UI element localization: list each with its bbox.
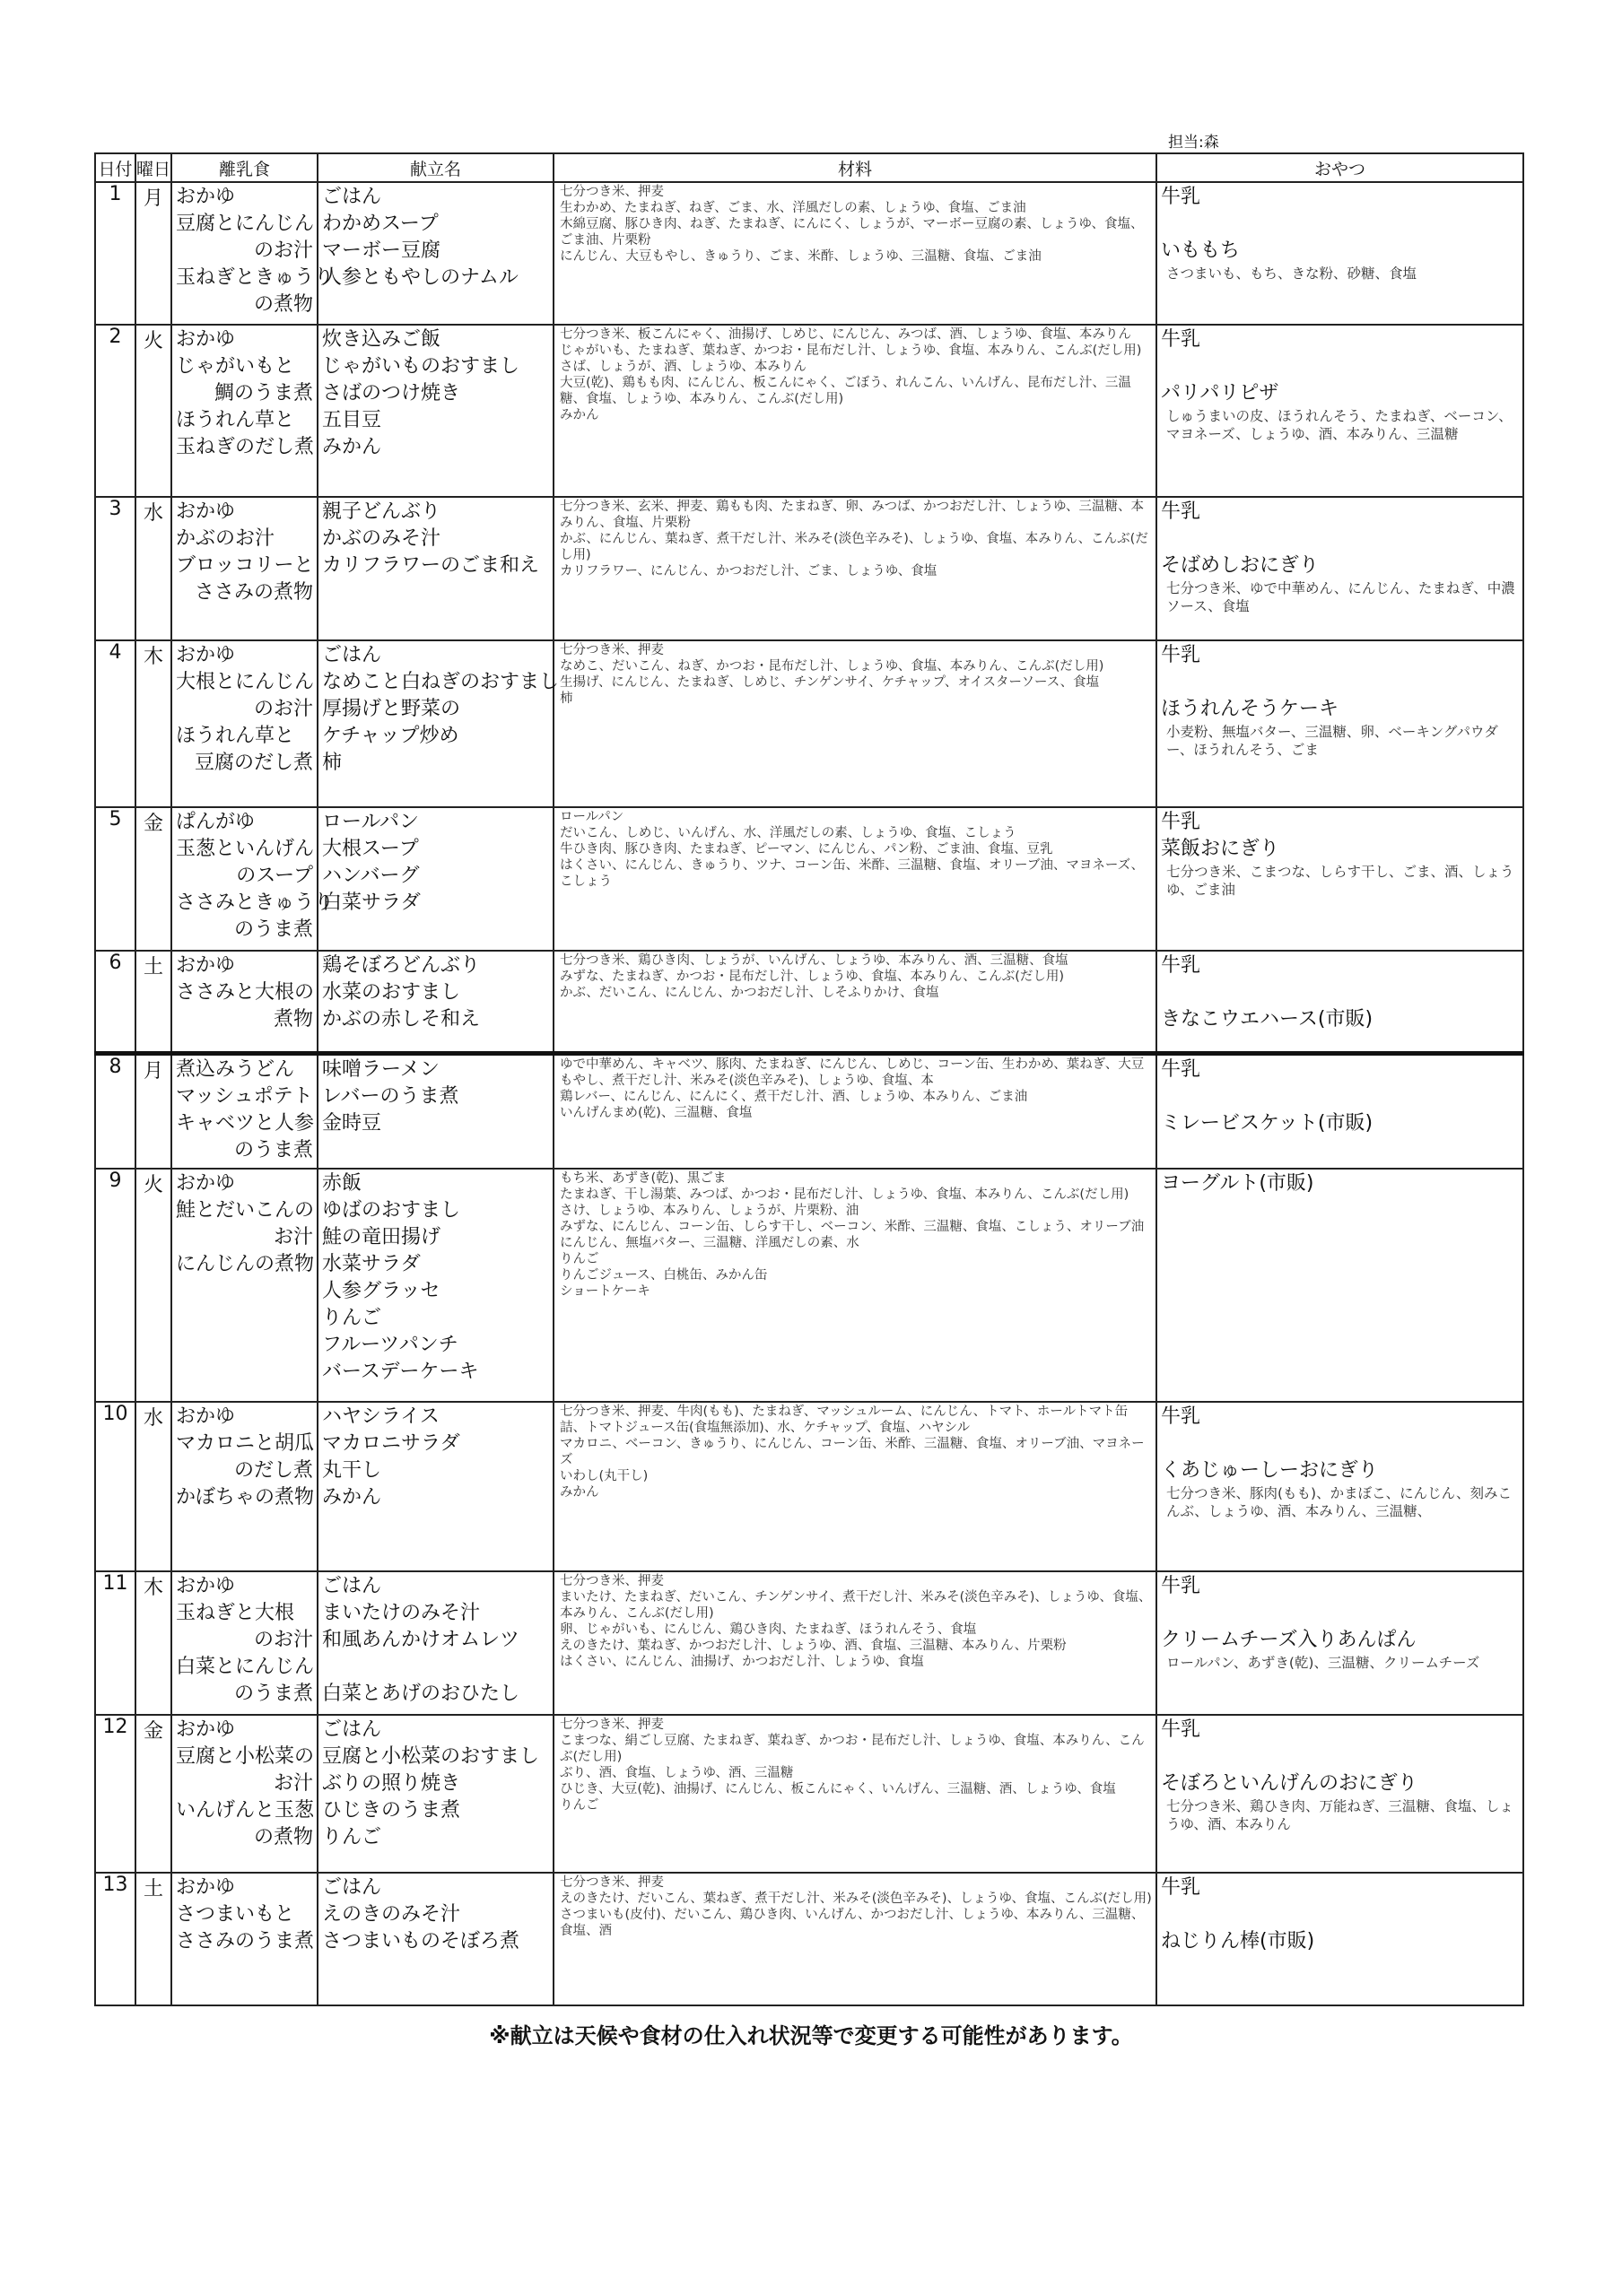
day-row bbox=[95, 1715, 1523, 1873]
rinyu-item: 豆腐と小松菜の bbox=[176, 1745, 315, 1768]
rinyu-item: おかゆ bbox=[176, 1718, 236, 1741]
kondate-item: マーボー豆腐 bbox=[322, 239, 441, 262]
oyatsu-ingredients: ロールパン、あずき(乾)、三温糖、クリームチーズ bbox=[1166, 1655, 1480, 1671]
zairyo-item: もち米、あずき(乾)、黒ごま bbox=[560, 1171, 727, 1186]
day-row bbox=[95, 1873, 1523, 2005]
oyatsu-cell bbox=[1156, 1402, 1523, 1571]
kondate-item: フルーツパンチ bbox=[322, 1334, 458, 1356]
oyatsu-ingredients: さつまいも、もち、きな粉、砂糖、食塩 bbox=[1166, 265, 1417, 282]
oyatsu-item: 牛乳 bbox=[1161, 1718, 1201, 1741]
oyatsu-cell bbox=[1156, 497, 1523, 640]
spacer bbox=[1161, 211, 1519, 238]
oyatsu-item: 牛乳 bbox=[1161, 1405, 1201, 1428]
rinyu-item: 大根とにんじん bbox=[176, 671, 315, 693]
date-cell: 3 bbox=[95, 497, 135, 640]
oyatsu-cell bbox=[1156, 1053, 1523, 1169]
date-cell: 11 bbox=[95, 1571, 135, 1715]
day-row bbox=[95, 1053, 1523, 1169]
rinyu-item: 鮭とだいこんの bbox=[176, 1199, 315, 1222]
rinyu-cell bbox=[171, 1402, 318, 1571]
rinyu-item: ささみのうま煮 bbox=[176, 1930, 315, 1952]
zairyo-item: にんじん、大豆もやし、きゅうり、ごま、米酢、しょうゆ、三温糖、食塩、ごま油 bbox=[560, 249, 1042, 264]
spacer bbox=[1161, 1431, 1519, 1457]
day-row bbox=[95, 640, 1523, 807]
date-cell: 1 bbox=[95, 182, 135, 325]
spacer bbox=[1161, 353, 1519, 380]
kondate-cell bbox=[318, 1873, 554, 2005]
kondate-item: ハヤシライス bbox=[322, 1405, 440, 1428]
kondate-item: じゃがいものおすまし bbox=[322, 355, 520, 378]
rinyu-item: 玉葱といんげん bbox=[176, 838, 315, 860]
date-cell: 2 bbox=[95, 325, 135, 497]
rinyu-cell bbox=[171, 1053, 318, 1169]
oyatsu-item: 牛乳 bbox=[1161, 500, 1201, 523]
oyatsu-item: 牛乳 bbox=[1161, 811, 1201, 833]
oyatsu-item: クリームチーズ入りあんぱん bbox=[1161, 1629, 1417, 1651]
weekday-cell: 月 bbox=[135, 1053, 171, 1169]
rinyu-item: のうま煮 bbox=[233, 1138, 313, 1161]
rinyu-item: のうま煮 bbox=[233, 1683, 313, 1705]
zairyo-item: こまつな、絹ごし豆腐、たまねぎ、葉ねぎ、かつお・昆布だし汁、しょうゆ、食塩、本みりん、こんぶ(だし用) bbox=[560, 1734, 1145, 1764]
kondate-item: 人参グラッセ bbox=[322, 1280, 440, 1302]
header-row bbox=[95, 153, 1523, 182]
oyatsu-ingredients: 七分つき米、豚肉(もも)、かまぼこ、にんじん、刻みこんぶ、しょうゆ、酒、本みりん、三温糖、 bbox=[1166, 1485, 1513, 1519]
rinyu-cell bbox=[171, 1571, 318, 1715]
oyatsu-ingredients: 七分つき米、こまつな、しらす干し、ごま、酒、しょうゆ、ごま油 bbox=[1166, 864, 1514, 898]
oyatsu-item: 牛乳 bbox=[1161, 186, 1201, 208]
kondate-item: 白菜サラダ bbox=[322, 891, 421, 914]
kondate-item: 炊き込みご飯 bbox=[322, 328, 441, 351]
kondate-item: ごはん bbox=[322, 644, 382, 666]
zairyo-cell bbox=[554, 1571, 1156, 1715]
rinyu-cell bbox=[171, 1873, 318, 2005]
rinyu-item: マッシュポテト bbox=[176, 1084, 313, 1108]
kondate-item: まいたけのみそ汁 bbox=[322, 1602, 481, 1624]
spacer bbox=[1161, 669, 1519, 696]
rinyu-cell bbox=[171, 951, 318, 1053]
kondate-cell bbox=[318, 1169, 554, 1402]
rinyu-item: おかゆ bbox=[176, 328, 236, 351]
spacer bbox=[1161, 526, 1519, 552]
zairyo-item: りんごジュース、白桃缶、みかん缶 bbox=[560, 1268, 768, 1283]
zairyo-item: みずな、たまねぎ、かつお・昆布だし汁、しょうゆ、食塩、本みりん、こんぶ(だし用) bbox=[560, 970, 1065, 984]
kondate-item: かぶの赤しそ和え bbox=[322, 1008, 481, 1031]
kondate-item: えのきのみそ汁 bbox=[322, 1903, 461, 1926]
date-cell: 12 bbox=[95, 1715, 135, 1873]
header-rinyu: 離乳食 bbox=[171, 153, 318, 182]
zairyo-item: 柿 bbox=[560, 691, 573, 706]
oyatsu-item: 牛乳 bbox=[1161, 1057, 1201, 1081]
date-cell: 9 bbox=[95, 1169, 135, 1402]
zairyo-item: じゃがいも、たまねぎ、葉ねぎ、かつお・昆布だし汁、しょうゆ、食塩、本みりん、こんぶ(だし用) bbox=[560, 344, 1142, 358]
kondate-item: 赤飯 bbox=[322, 1172, 362, 1195]
oyatsu-cell bbox=[1156, 325, 1523, 497]
spacer bbox=[1161, 1083, 1519, 1110]
spacer bbox=[1161, 979, 1519, 1006]
zairyo-item: なめこ、だいこん、ねぎ、かつお・昆布だし汁、しょうゆ、食塩、本みりん、こんぶ(だし用) bbox=[560, 659, 1104, 674]
day-row bbox=[95, 182, 1523, 325]
spacer bbox=[1161, 1901, 1519, 1928]
zairyo-cell bbox=[554, 182, 1156, 325]
weekday-cell: 水 bbox=[135, 497, 171, 640]
zairyo-item: ロールパン bbox=[560, 810, 624, 824]
kondate-item: 味噌ラーメン bbox=[322, 1057, 440, 1081]
weekday-cell: 金 bbox=[135, 1715, 171, 1873]
oyatsu-cell bbox=[1156, 1571, 1523, 1715]
oyatsu-item: 菜飯おにぎり bbox=[1161, 838, 1280, 860]
rinyu-item: じゃがいもと bbox=[176, 355, 295, 378]
rinyu-item: のだし煮 bbox=[233, 1459, 313, 1482]
zairyo-item: 七分つき米、押麦 bbox=[560, 1574, 664, 1588]
rinyu-item: のうま煮 bbox=[233, 918, 313, 941]
rinyu-item: ささみの煮物 bbox=[194, 581, 313, 604]
zairyo-item: 七分つき米、押麦 bbox=[560, 643, 664, 657]
header-day: 曜日 bbox=[135, 153, 171, 182]
date-cell: 6 bbox=[95, 951, 135, 1053]
rinyu-item: かぼちゃの煮物 bbox=[176, 1486, 315, 1509]
kondate-item: ごはん bbox=[322, 1718, 382, 1741]
kondate-item: りんご bbox=[322, 1307, 382, 1329]
day-row bbox=[95, 951, 1523, 1053]
rinyu-item: おかゆ bbox=[176, 500, 236, 523]
rinyu-item: ほうれん草と bbox=[176, 725, 295, 747]
kondate-item: 白菜とあげのおひたし bbox=[322, 1683, 520, 1705]
zairyo-item: 七分つき米、玄米、押麦、鶏もも肉、たまねぎ、卵、みつば、かつおだし汁、しょうゆ、三温糖、本みりん、食塩、片栗粉 bbox=[560, 500, 1145, 530]
weekday-cell: 金 bbox=[135, 807, 171, 951]
zairyo-item: みかん bbox=[560, 408, 599, 422]
date-cell: 8 bbox=[95, 1053, 135, 1169]
oyatsu-item: いももち bbox=[1161, 239, 1241, 262]
header-oyatsu: おやつ bbox=[1156, 153, 1523, 182]
zairyo-item: ゆで中華めん、キャベツ、豚肉、たまねぎ、にんじん、しめじ、コーン缶、生わかめ、葉ねぎ、大豆もやし、煮干だし汁、米みそ(淡色辛みそ)、しょうゆ、食塩、本 bbox=[560, 1057, 1145, 1088]
kondate-item: ごはん bbox=[322, 1575, 382, 1597]
oyatsu-item: きなこウエハース(市販) bbox=[1161, 1008, 1373, 1031]
rinyu-item: ほうれん草と bbox=[176, 409, 295, 431]
zairyo-cell bbox=[554, 325, 1156, 497]
spacer bbox=[1161, 1600, 1519, 1627]
zairyo-item: 七分つき米、押麦 bbox=[560, 1718, 664, 1732]
oyatsu-item: 牛乳 bbox=[1161, 1575, 1201, 1597]
kondate-item: 水菜のおすまし bbox=[322, 981, 461, 1004]
kondate-item: ロールパン bbox=[322, 811, 420, 833]
zairyo-item: ショートケーキ bbox=[560, 1284, 650, 1299]
rinyu-cell bbox=[171, 325, 318, 497]
rinyu-item: にんじんの煮物 bbox=[176, 1253, 315, 1275]
oyatsu-item: そぼろといんげんのおにぎり bbox=[1161, 1772, 1418, 1795]
weekday-cell: 木 bbox=[135, 1571, 171, 1715]
kondate-item: ぶりの照り焼き bbox=[322, 1772, 461, 1795]
rinyu-item: 玉ねぎと大根 bbox=[176, 1602, 295, 1624]
zairyo-item: 生わかめ、たまねぎ、ねぎ、ごま、水、洋風だしの素、しょうゆ、食塩、ごま油 bbox=[560, 201, 1026, 215]
rinyu-item: おかゆ bbox=[176, 644, 236, 666]
date-cell: 10 bbox=[95, 1402, 135, 1571]
zairyo-item: かぶ、にんじん、葉ねぎ、煮干だし汁、米みそ(淡色辛みそ)、しょうゆ、食塩、本みりん、こんぶ(だし用) bbox=[560, 532, 1148, 562]
rinyu-cell bbox=[171, 497, 318, 640]
kondate-item: かぶのみそ汁 bbox=[322, 527, 441, 550]
rinyu-item: おかゆ bbox=[176, 1405, 236, 1428]
rinyu-item: お汁 bbox=[273, 1226, 313, 1248]
weekday-cell: 土 bbox=[135, 951, 171, 1053]
kondate-item: 鮭の竜田揚げ bbox=[322, 1226, 441, 1248]
kondate-item: ごはん bbox=[322, 1876, 382, 1899]
header-zairyo: 材料 bbox=[554, 153, 1156, 182]
kondate-item: 柿 bbox=[322, 752, 343, 774]
oyatsu-item: 牛乳 bbox=[1161, 1876, 1201, 1899]
zairyo-item: りんご bbox=[560, 1252, 599, 1266]
zairyo-item: 卵、じゃがいも、にんじん、鶏ひき肉、たまねぎ、ほうれんそう、食塩 bbox=[560, 1622, 977, 1637]
kondate-cell bbox=[318, 951, 554, 1053]
zairyo-item: ひじき、大豆(乾)、油揚げ、にんじん、板こんにゃく、いんげん、三温糖、酒、しょうゆ、食塩 bbox=[560, 1782, 1116, 1796]
kondate-item: バースデーケーキ bbox=[322, 1361, 479, 1383]
rinyu-item: いんげんと玉葱 bbox=[176, 1799, 315, 1822]
zairyo-item: 七分つき米、板こんにゃく、油揚げ、しめじ、にんじん、みつば、酒、しょうゆ、食塩、本みりん bbox=[560, 327, 1131, 342]
kondate-item: ひじきのうま煮 bbox=[322, 1799, 461, 1822]
kondate-cell bbox=[318, 182, 554, 325]
day-row bbox=[95, 1169, 1523, 1402]
rinyu-item: ささみと大根の bbox=[176, 981, 315, 1004]
oyatsu-cell bbox=[1156, 1873, 1523, 2005]
zairyo-item: 生揚げ、にんじん、たまねぎ、しめじ、チンゲンサイ、ケチャップ、オイスターソース、食塩 bbox=[560, 675, 1100, 690]
zairyo-item: さつまいも(皮付)、だいこん、鶏ひき肉、いんげん、かつおだし汁、しょうゆ、本みりん、三温糖、食塩、酒 bbox=[560, 1908, 1145, 1938]
zairyo-item: えのきたけ、葉ねぎ、かつおだし汁、しょうゆ、酒、食塩、三温糖、本みりん、片栗粉 bbox=[560, 1639, 1067, 1653]
rinyu-item: おかゆ bbox=[176, 1172, 236, 1195]
oyatsu-cell bbox=[1156, 1715, 1523, 1873]
kondate-cell bbox=[318, 807, 554, 951]
spacer bbox=[1161, 1744, 1519, 1770]
kondate-item: みかん bbox=[322, 1486, 382, 1509]
rinyu-cell bbox=[171, 1715, 318, 1873]
rinyu-cell bbox=[171, 807, 335, 951]
day-row bbox=[95, 807, 1523, 951]
zairyo-item: はくさい、にんじん、きゅうり、ツナ、コーン缶、米酢、三温糖、食塩、オリーブ油、マヨネーズ、こしょう bbox=[560, 858, 1145, 889]
zairyo-item: さけ、しょうゆ、本みりん、しょうが、片栗粉、油 bbox=[560, 1204, 859, 1218]
zairyo-item: みかん bbox=[560, 1485, 599, 1500]
rinyu-item: の煮物 bbox=[253, 1826, 313, 1848]
kondate-cell bbox=[318, 325, 554, 497]
zairyo-item: いんげんまめ(乾)、三温糖、食塩 bbox=[560, 1105, 753, 1120]
weekday-cell: 月 bbox=[135, 182, 171, 325]
rinyu-item: キャベツと人参 bbox=[176, 1111, 315, 1135]
zairyo-item: 七分つき米、鶏ひき肉、しょうが、いんげん、しょうゆ、本みりん、酒、三温糖、食塩 bbox=[560, 953, 1068, 968]
zairyo-item: 七分つき米、押麦 bbox=[560, 185, 664, 199]
zairyo-item: ぶり、酒、食塩、しょうゆ、酒、三温糖 bbox=[560, 1766, 794, 1780]
kondate-item: ごはん bbox=[322, 186, 382, 208]
rinyu-item: さつまいもと bbox=[176, 1903, 295, 1926]
zairyo-item: たまねぎ、干し湯葉、みつば、かつお・昆布だし汁、しょうゆ、食塩、本みりん、こんぶ(だし用) bbox=[560, 1187, 1129, 1202]
weekday-cell: 土 bbox=[135, 1873, 171, 2005]
oyatsu-item: そばめしおにぎり bbox=[1161, 554, 1320, 577]
kondate-item: さばのつけ焼き bbox=[322, 382, 461, 404]
oyatsu-item: 牛乳 bbox=[1161, 328, 1201, 351]
kondate-item: 和風あんかけオムレツ bbox=[322, 1629, 520, 1651]
rinyu-item: 鯛のうま煮 bbox=[214, 382, 313, 404]
rinyu-item: のお汁 bbox=[253, 239, 313, 262]
header-kondate: 献立名 bbox=[318, 153, 554, 182]
oyatsu-cell bbox=[1156, 951, 1523, 1053]
oyatsu-item: 牛乳 bbox=[1161, 644, 1201, 666]
rinyu-item: おかゆ bbox=[176, 1575, 236, 1597]
kondate-item: 金時豆 bbox=[322, 1111, 382, 1135]
oyatsu-ingredients: しゅうまいの皮、ほうれんそう、たまねぎ、ベーコン、マヨネーズ、しょうゆ、酒、本みりん、三温糖 bbox=[1166, 408, 1513, 442]
kondate-cell bbox=[318, 1402, 554, 1571]
rinyu-item: お汁 bbox=[273, 1772, 313, 1795]
kondate-item: カリフラワーのごま和え bbox=[322, 554, 540, 577]
kondate-cell bbox=[318, 1715, 554, 1873]
rinyu-item: のお汁 bbox=[253, 698, 313, 720]
weekday-cell: 火 bbox=[135, 325, 171, 497]
footer-note: ※献立は天候や食材の仕入れ状況等で変更する可能性があります。 bbox=[489, 2023, 1133, 2048]
kondate-item: 五目豆 bbox=[322, 409, 382, 431]
oyatsu-item: ミレービスケット(市販) bbox=[1161, 1111, 1373, 1135]
kondate-item: 水菜サラダ bbox=[322, 1253, 421, 1275]
day-row bbox=[95, 325, 1523, 497]
date-cell: 4 bbox=[95, 640, 135, 807]
rinyu-item: おかゆ bbox=[176, 954, 236, 977]
rinyu-item: 玉ねぎのだし煮 bbox=[176, 436, 315, 458]
kondate-item: りんご bbox=[322, 1826, 382, 1848]
zairyo-item: さば、しょうが、酒、しょうゆ、本みりん bbox=[560, 360, 807, 374]
oyatsu-ingredients: 七分つき米、鶏ひき肉、万能ねぎ、三温糖、食塩、しょうゆ、酒、本みりん bbox=[1166, 1798, 1513, 1832]
rinyu-item: 豆腐とにんじん bbox=[176, 213, 315, 235]
rinyu-item: の煮物 bbox=[253, 293, 313, 316]
oyatsu-item: パリパリピザ bbox=[1161, 382, 1279, 404]
kondate-item: 大根スープ bbox=[322, 838, 419, 860]
rinyu-item: ぱんがゆ bbox=[176, 811, 256, 833]
zairyo-cell bbox=[554, 807, 1156, 951]
oyatsu-item: 牛乳 bbox=[1161, 954, 1201, 977]
zairyo-item: にんじん、無塩バター、三温糖、洋風だしの素、水 bbox=[560, 1236, 859, 1250]
zairyo-item: 鶏レバー、にんじん、にんにく、煮干だし汁、酒、しょうゆ、本みりん、ごま油 bbox=[560, 1089, 1028, 1104]
kondate-item: みかん bbox=[322, 436, 382, 458]
kondate-item: 人参ともやしのナムル bbox=[322, 266, 519, 289]
day-row bbox=[95, 1571, 1523, 1715]
oyatsu-cell bbox=[1156, 807, 1523, 951]
zairyo-item: 木綿豆腐、豚ひき肉、ねぎ、たまねぎ、にんにく、しょうが、マーボー豆腐の素、しょうゆ、食塩、ごま油、片栗粉 bbox=[560, 217, 1144, 248]
kondate-item: ケチャップ炒め bbox=[322, 725, 459, 747]
kondate-item: ゆばのおすまし bbox=[322, 1199, 461, 1222]
rinyu-item: のお汁 bbox=[253, 1629, 313, 1651]
oyatsu-ingredients: 七分つき米、ゆで中華めん、にんじん、たまねぎ、中濃ソース、食塩 bbox=[1166, 580, 1515, 614]
kondate-cell bbox=[318, 1571, 554, 1715]
rinyu-item: 煮込みうどん bbox=[176, 1057, 295, 1081]
rinyu-item: 白菜とにんじん bbox=[176, 1656, 315, 1678]
weekday-cell: 水 bbox=[135, 1402, 171, 1571]
zairyo-cell bbox=[554, 1053, 1156, 1169]
rinyu-item: ささみときゅうり bbox=[176, 891, 335, 914]
rinyu-item: のスープ bbox=[236, 865, 313, 887]
kondate-item: 豆腐と小松菜のおすまし bbox=[322, 1745, 540, 1768]
kondate-item: さつまいものそぼろ煮 bbox=[322, 1930, 520, 1952]
kondate-item: 丸干し bbox=[322, 1459, 382, 1482]
zairyo-item: 大豆(乾)、鶏もも肉、にんじん、板こんにゃく、ごぼう、れんこん、いんげん、昆布だし汁、三温糖、食塩、しょうゆ、本みりん、こんぶ(だし用) bbox=[560, 376, 1131, 406]
rinyu-item: 豆腐のだし煮 bbox=[194, 752, 313, 774]
zairyo-item: 牛ひき肉、豚ひき肉、たまねぎ、ピーマン、にんじん、パン粉、ごま油、食塩、豆乳 bbox=[560, 842, 1053, 857]
zairyo-item: はくさい、にんじん、油揚げ、かつおだし汁、しょうゆ、食塩 bbox=[560, 1655, 924, 1669]
zairyo-item: りんご bbox=[560, 1798, 599, 1813]
header-date: 日付 bbox=[95, 153, 135, 182]
date-cell: 5 bbox=[95, 807, 135, 951]
rinyu-item: おかゆ bbox=[176, 1876, 236, 1899]
zairyo-item: 七分つき米、押麦、牛肉(もも)、たまねぎ、マッシュルーム、にんじん、トマト、ホールトマト缶詰、トマトジュース缶(食塩無添加)、水、ケチャップ、食塩、ハヤシル bbox=[560, 1405, 1129, 1435]
kondate-cell bbox=[318, 640, 560, 807]
kondate-cell bbox=[318, 1053, 554, 1169]
zairyo-cell bbox=[554, 640, 1156, 807]
kondate-item: 厚揚げと野菜の bbox=[322, 698, 461, 720]
rinyu-item: おかゆ bbox=[176, 186, 236, 208]
rinyu-item: マカロニと胡瓜 bbox=[176, 1432, 315, 1455]
rinyu-item: 煮物 bbox=[273, 1008, 313, 1031]
zairyo-cell bbox=[554, 497, 1156, 640]
tanto-label: 担当:森 bbox=[1168, 134, 1219, 152]
kondate-item: マカロニサラダ bbox=[322, 1432, 460, 1455]
zairyo-item: まいたけ、たまねぎ、だいこん、チンゲンサイ、煮干だし汁、米みそ(淡色辛みそ)、しょうゆ、食塩、本みりん、こんぶ(だし用) bbox=[560, 1590, 1152, 1621]
oyatsu-item: ほうれんそうケーキ bbox=[1161, 698, 1339, 720]
zairyo-cell bbox=[554, 1715, 1156, 1873]
kondate-item: わかめスープ bbox=[322, 213, 439, 235]
rinyu-cell bbox=[171, 182, 335, 325]
oyatsu-item: ヨーグルト(市販) bbox=[1161, 1172, 1314, 1195]
rinyu-item: かぶのお汁 bbox=[176, 527, 275, 550]
day-row bbox=[95, 497, 1523, 640]
kondate-item: レバーのうま煮 bbox=[322, 1084, 459, 1108]
zairyo-item: えのきたけ、だいこん、葉ねぎ、煮干だし汁、米みそ(淡色辛みそ)、しょうゆ、食塩、こんぶ(だし用) bbox=[560, 1892, 1152, 1906]
rinyu-item: ブロッコリーと bbox=[176, 554, 314, 577]
day-row bbox=[95, 1402, 1523, 1571]
date-cell: 13 bbox=[95, 1873, 135, 2005]
weekday-cell: 火 bbox=[135, 1169, 171, 1402]
zairyo-item: みずな、にんじん、コーン缶、しらす干し、ベーコン、米酢、三温糖、食塩、こしょう、オリーブ油 bbox=[560, 1220, 1145, 1234]
zairyo-cell bbox=[554, 951, 1156, 1053]
zairyo-item: カリフラワー、にんじん、かつおだし汁、ごま、しょうゆ、食塩 bbox=[560, 564, 937, 578]
zairyo-item: だいこん、しめじ、いんげん、水、洋風だしの素、しょうゆ、食塩、こしょう bbox=[560, 826, 1016, 840]
oyatsu-cell bbox=[1156, 182, 1523, 325]
kondate-item: なめこと白ねぎのおすまし bbox=[322, 671, 560, 693]
rinyu-cell bbox=[171, 640, 318, 807]
rinyu-item: 玉ねぎときゅうり bbox=[176, 266, 335, 289]
kondate-item bbox=[322, 1654, 549, 1681]
zairyo-item: かぶ、だいこん、にんじん、かつおだし汁、しそふりかけ、食塩 bbox=[560, 986, 939, 1000]
oyatsu-item: ねじりん棒(市販) bbox=[1161, 1930, 1315, 1952]
zairyo-cell bbox=[554, 1169, 1156, 1402]
oyatsu-cell bbox=[1156, 1169, 1523, 1402]
oyatsu-ingredients: 小麦粉、無塩バター、三温糖、卵、ベーキングパウダー、ほうれんそう、ごま bbox=[1166, 724, 1498, 758]
rinyu-cell bbox=[171, 1169, 318, 1402]
oyatsu-cell bbox=[1156, 640, 1523, 807]
kondate-cell bbox=[318, 497, 554, 640]
zairyo-cell bbox=[554, 1402, 1156, 1571]
kondate-item: 親子どんぶり bbox=[322, 500, 441, 523]
kondate-item: ハンバーグ bbox=[322, 865, 420, 887]
kondate-item: 鶏そぼろどんぶり bbox=[322, 954, 481, 977]
oyatsu-item: くあじゅーしーおにぎり bbox=[1161, 1459, 1379, 1482]
zairyo-cell bbox=[554, 1873, 1156, 2005]
zairyo-item: いわし(丸干し) bbox=[560, 1469, 649, 1483]
zairyo-item: マカロニ、ベーコン、きゅうり、にんじん、コーン缶、米酢、三温糖、食塩、オリーブ油、マヨネーズ bbox=[560, 1437, 1145, 1467]
weekday-cell: 木 bbox=[135, 640, 171, 807]
zairyo-item: 七分つき米、押麦 bbox=[560, 1875, 664, 1890]
menu-table bbox=[94, 152, 1524, 2006]
